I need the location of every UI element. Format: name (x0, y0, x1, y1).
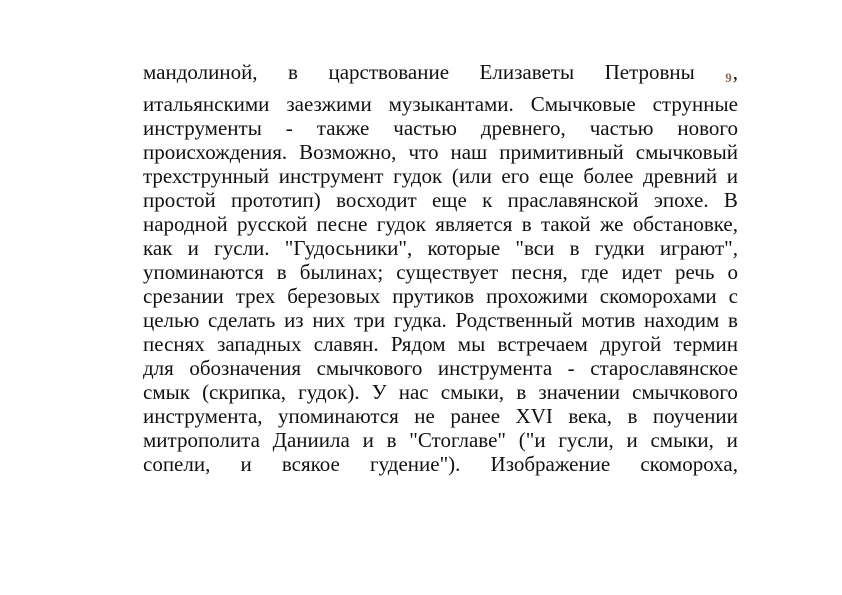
word: в (728, 308, 738, 332)
text-line (143, 260, 738, 284)
word: березовых (287, 284, 381, 308)
word: обстановке, (632, 212, 738, 236)
word: "Стоглаве" (409, 428, 506, 452)
word: сопели, (143, 452, 211, 476)
word: же (599, 212, 624, 236)
word: мандолиной, (143, 60, 258, 84)
word: такой (541, 212, 591, 236)
word: гудение"). (369, 452, 461, 476)
word: значении (538, 380, 621, 404)
word: скоморохами (599, 284, 717, 308)
word: трех (235, 284, 276, 308)
footnote-marker: 9 (725, 70, 732, 85)
word: речь (674, 260, 715, 284)
word: нового (677, 116, 738, 140)
word: заезжими (286, 92, 372, 116)
word: в (516, 380, 527, 404)
word: (скрипка, (202, 380, 287, 404)
word: русской (236, 212, 308, 236)
word: смыки, (440, 380, 505, 404)
word: инструмента (437, 356, 553, 380)
word: другой (600, 332, 662, 356)
word: гудок). (298, 380, 360, 404)
word: Изображение (490, 452, 611, 476)
word: упоминаются (278, 404, 399, 428)
word: гудка. (393, 308, 447, 332)
word: - (567, 356, 575, 380)
word: и (362, 428, 374, 452)
word: "вси (515, 236, 555, 260)
word: обозначения (189, 356, 302, 380)
word: в (288, 60, 298, 84)
word: всякое (281, 452, 340, 476)
text-line (143, 164, 738, 188)
word: прутиков (392, 284, 475, 308)
word: еще (431, 188, 467, 212)
word: происхождения. (143, 140, 288, 164)
word: термин (673, 332, 738, 356)
word: смычковый (635, 140, 738, 164)
word: славян. (313, 332, 379, 356)
text-line (143, 380, 738, 404)
text-line (143, 356, 738, 380)
word: (или (451, 164, 492, 188)
text-line (143, 60, 738, 92)
word: где (580, 260, 609, 284)
word: века, (568, 404, 612, 428)
text-line (143, 188, 738, 212)
word: трехструнный (143, 164, 270, 188)
word: У (371, 380, 387, 404)
word: музыкантами. (388, 92, 514, 116)
text-line (143, 236, 738, 260)
word: из (284, 308, 304, 332)
word: к (482, 188, 493, 212)
word: гудки (594, 236, 645, 260)
word: восходит (336, 188, 417, 212)
text-line (143, 284, 738, 308)
text-line (143, 332, 738, 356)
word: древнего, (480, 116, 566, 140)
word: инструмент (278, 164, 384, 188)
word: инструмента, (143, 404, 263, 428)
word: Родственный (455, 308, 573, 332)
word: более (583, 164, 634, 188)
word: сделать (208, 308, 276, 332)
word: песне (316, 212, 368, 236)
word: срезании (143, 284, 224, 308)
word: наш (450, 140, 488, 164)
word: прохожими (486, 284, 588, 308)
word: с (728, 284, 738, 308)
word: нас (398, 380, 429, 404)
word: струнные (652, 92, 738, 116)
word: былинах; (299, 260, 384, 284)
word: В (723, 188, 738, 212)
word: западных (217, 332, 302, 356)
word: Смычковые (530, 92, 636, 116)
word: примитивный (499, 140, 624, 164)
word: частью (393, 116, 457, 140)
word: в (386, 428, 397, 452)
word: песня, (511, 260, 568, 284)
word: XVI (515, 404, 553, 428)
word: его (501, 164, 530, 188)
word: играют", (659, 236, 738, 260)
word: смычкового (316, 356, 423, 380)
word: является (435, 212, 513, 236)
word: эпохе. (653, 188, 709, 212)
word: них (312, 308, 346, 332)
word: старославянское (590, 356, 738, 380)
word: Рядом (390, 332, 446, 356)
word: и (626, 428, 638, 452)
word: смычкового (632, 380, 738, 404)
word: Даниила (272, 428, 350, 452)
word: народной (143, 212, 228, 236)
word: митрополита (143, 428, 260, 452)
word: "Гудосьники", (284, 236, 413, 260)
word: простой (143, 188, 216, 212)
word: идет (621, 260, 662, 284)
text-line (143, 452, 738, 476)
word: праславянской (507, 188, 639, 212)
word: инструменты (143, 116, 262, 140)
word: гусли. (214, 236, 270, 260)
word: находим (643, 308, 720, 332)
word: царствование (328, 60, 450, 84)
comma: , (732, 60, 738, 84)
word: итальянскими (143, 92, 270, 116)
word: и (726, 164, 738, 188)
word: которые (427, 236, 501, 260)
word: и (187, 236, 199, 260)
word: как (143, 236, 173, 260)
text-line (143, 116, 738, 140)
word: древний (642, 164, 718, 188)
word: гудок (376, 212, 426, 236)
word: мы (457, 332, 486, 356)
word: смык (143, 380, 190, 404)
word: в (276, 260, 287, 284)
word: о (727, 260, 738, 284)
text-line (143, 308, 738, 332)
text-line (143, 212, 738, 236)
body-text (143, 60, 738, 476)
word: существует (396, 260, 499, 284)
footnote-reference (725, 60, 738, 87)
word: Елизаветы (479, 60, 575, 84)
word: Возможно, (299, 140, 397, 164)
word: упоминаются (143, 260, 264, 284)
word: гудок (393, 164, 443, 188)
word: прототип) (231, 188, 321, 212)
text-line (143, 404, 738, 428)
word: гусли, (558, 428, 614, 452)
word: встречаем (497, 332, 588, 356)
word: не (414, 404, 435, 428)
word: и (240, 452, 252, 476)
word: Петровны (604, 60, 695, 84)
word: еще (538, 164, 574, 188)
word: целью (143, 308, 200, 332)
text-line (143, 92, 738, 116)
word: поучении (652, 404, 738, 428)
word: и (726, 428, 738, 452)
word: частью (589, 116, 654, 140)
word: мотив (581, 308, 636, 332)
word: ранее (450, 404, 501, 428)
word: три (354, 308, 386, 332)
word: в (627, 404, 638, 428)
word: песнях (143, 332, 205, 356)
word: для (143, 356, 174, 380)
word: в (521, 212, 532, 236)
word: смыки, (650, 428, 714, 452)
word: что (408, 140, 439, 164)
word: скомороха, (640, 452, 738, 476)
word: - (285, 116, 293, 140)
word: также (316, 116, 370, 140)
word: ("и (518, 428, 546, 452)
text-line (143, 140, 738, 164)
text-line (143, 428, 738, 452)
word: в (569, 236, 580, 260)
